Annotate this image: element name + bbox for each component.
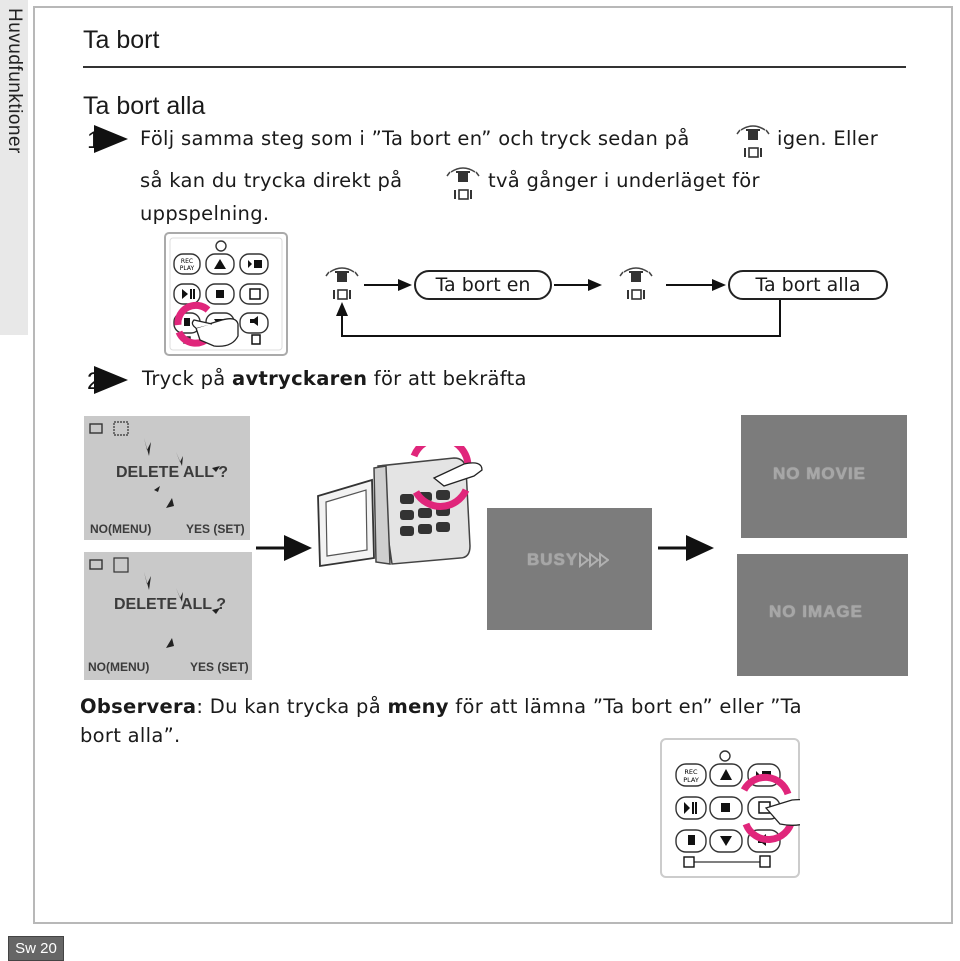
step-1-line-2a: så kan du trycka direkt på	[140, 169, 403, 192]
delete-trash-icon	[733, 124, 773, 160]
side-tab	[0, 0, 28, 335]
no-movie-label: NO MOVIE	[773, 464, 867, 483]
svg-text:REC: REC	[684, 768, 698, 776]
page-title: Ta bort	[83, 26, 160, 54]
delete-trash-icon	[616, 266, 656, 302]
no-menu-label: NO(MENU)	[90, 522, 152, 536]
step-1-line-2b: två gånger i underläget för	[488, 169, 760, 192]
note-line-1: Observera: Du kan trycka på meny för att lämna ”Ta bort en” eller ”Ta	[80, 695, 802, 718]
page-number: Sw 20	[8, 936, 64, 961]
delete-all-prompt: DELETE ALL ?	[116, 464, 228, 481]
no-movie-screen	[741, 415, 907, 538]
arrow-right-icon	[656, 533, 716, 563]
flow-return-arrow	[330, 298, 790, 344]
busy-label: BUSY	[527, 550, 579, 569]
section-title: Ta bort alla	[83, 92, 206, 120]
arrow-right-icon	[664, 278, 728, 292]
no-image-screen	[737, 554, 908, 676]
no-menu-label: NO(MENU)	[88, 660, 150, 674]
step-2-marker	[84, 363, 130, 397]
busy-screen	[487, 508, 652, 630]
delete-all-prompt: DELETE ALL ?	[114, 596, 226, 613]
remote-control-illustration	[164, 232, 288, 356]
step-1-line-1b: igen. Eller	[777, 127, 879, 150]
delete-all-image-screen	[84, 552, 252, 680]
yes-set-label: YES (SET)	[186, 522, 245, 536]
arrow-right-icon	[552, 278, 604, 292]
title-rule	[83, 66, 906, 68]
step-2-text: Tryck på avtryckaren för att bekräfta	[142, 367, 527, 390]
progress-arrows-icon	[579, 552, 609, 568]
arrow-right-icon	[254, 533, 314, 563]
arrow-right-icon	[362, 278, 414, 292]
delete-trash-icon	[322, 266, 362, 302]
svg-text:2: 2	[87, 368, 101, 395]
delete-all-movie-screen	[84, 416, 250, 540]
note-line-2: bort alla”.	[80, 724, 181, 747]
remote-control-menu-illustration	[660, 738, 800, 878]
flow-box-delete-all: Ta bort alla	[728, 270, 888, 300]
svg-text:REC: REC	[180, 258, 194, 265]
svg-text:1: 1	[87, 127, 101, 154]
svg-text:PLAY: PLAY	[683, 776, 699, 784]
svg-text:PLAY: PLAY	[179, 265, 195, 272]
side-tab-label: Huvudfunktioner	[4, 8, 25, 154]
yes-set-label: YES (SET)	[190, 660, 249, 674]
camcorder-image	[314, 446, 484, 576]
no-image-label: NO IMAGE	[769, 602, 863, 621]
delete-trash-icon	[443, 166, 483, 202]
step-1-line-1a: Följ samma steg som i ”Ta bort en” och tryck sedan på	[140, 127, 690, 150]
step-1-marker	[84, 122, 130, 156]
flow-box-delete-one: Ta bort en	[414, 270, 552, 300]
step-1-line-3: uppspelning.	[140, 202, 270, 225]
